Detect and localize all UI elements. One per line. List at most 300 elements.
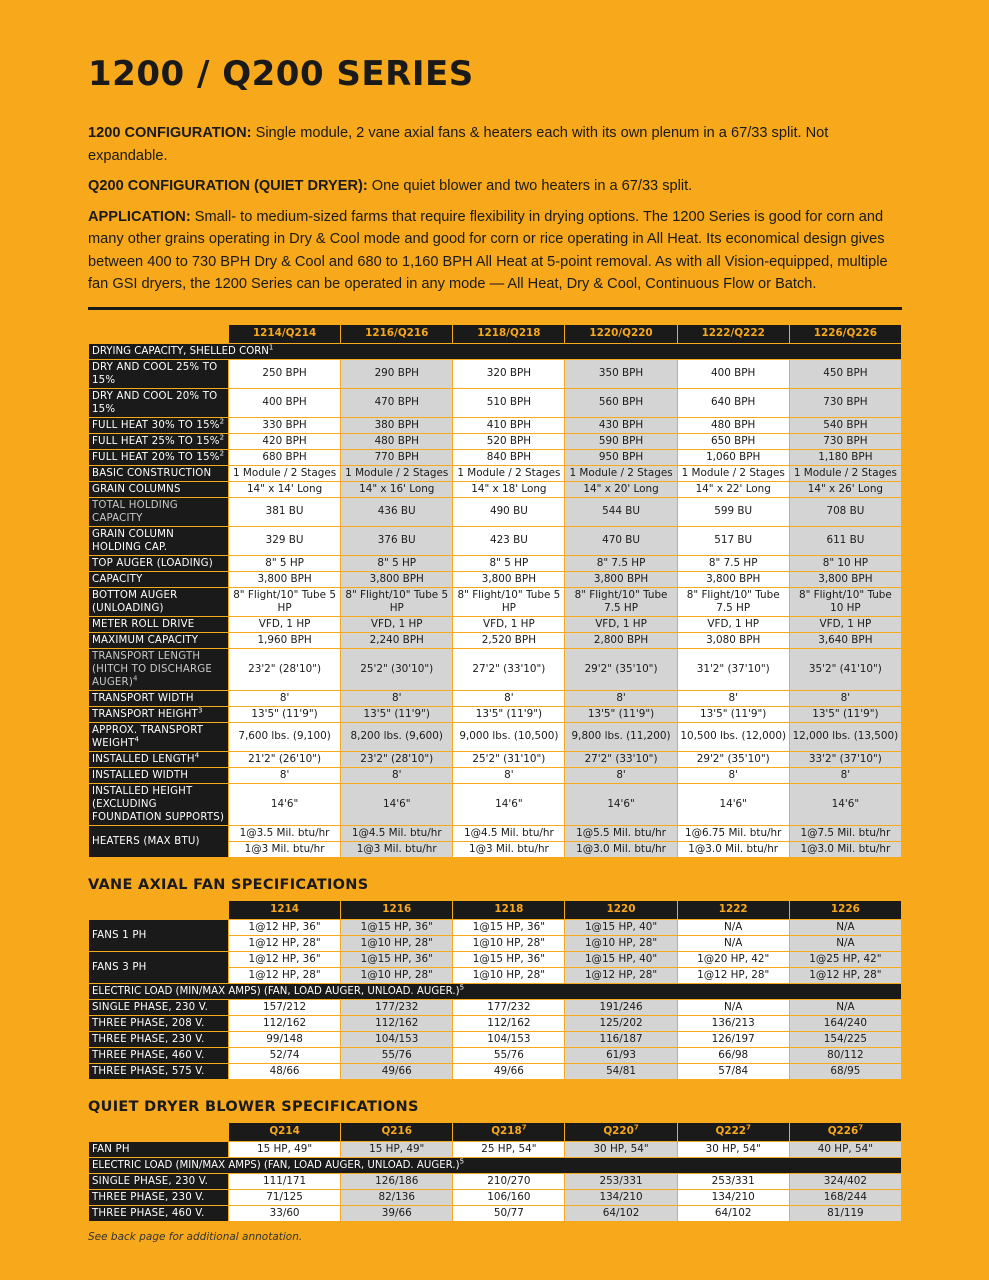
table-row [89,526,902,555]
table-cell: 520 BPH [453,433,565,449]
column-header: 1214 [229,900,341,919]
table-cell: 14'6" [341,783,453,825]
row-label: FULL HEAT 25% TO 15%$^2$ [89,433,229,449]
table-cell: 134/210 [677,1189,789,1205]
table-cell: 410 BPH [453,417,565,433]
table-cell: 420 BPH [229,433,341,449]
table-cell: 376 BU [341,526,453,555]
table-cell: 9,800 lbs. (11,200) [565,722,677,751]
table-cell: 510 BPH [453,388,565,417]
table-cell: 423 BU [453,526,565,555]
table-cell: 55/76 [341,1047,453,1063]
application-paragraph [88,206,902,296]
table-cell: 1@12 HP, 28" [677,967,789,983]
row-label: TOTAL HOLDING CAPACITY [89,497,229,526]
table-row [89,449,902,465]
table-cell: 126/186 [341,1173,453,1189]
table-cell: 730 BPH [789,433,901,449]
table-cell: 3,800 BPH [677,571,789,587]
footnote-marker: 4 [194,751,200,760]
table-cell: 104/153 [453,1031,565,1047]
table-cell: 350 BPH [565,359,677,388]
table-cell: 61/93 [565,1047,677,1063]
table-row [89,690,902,706]
table-row [89,722,902,751]
main-spec-table [88,324,902,858]
quiet-table-header [89,1122,902,1141]
table-cell: N/A [789,935,901,951]
footnote-marker: 7 [746,1123,751,1132]
table-cell: 8" 10 HP [789,555,901,571]
column-header: 1226 [789,900,901,919]
table-cell: 49/66 [341,1063,453,1079]
config-q200-paragraph [88,175,902,198]
table-row [89,1063,902,1079]
page-title: 1200 / Q200 SERIES [88,54,474,94]
table-cell: 8' [677,767,789,783]
table-cell: 708 BU [789,497,901,526]
table-cell: 1 Module / 2 Stages [789,465,901,481]
table-cell: 400 BPH [677,359,789,388]
row-label: HEATERS (MAX BTU) [89,825,229,857]
table-cell: N/A [677,919,789,935]
table-cell: 1@12 HP, 28" [565,967,677,983]
table-row [89,555,902,571]
section-row [89,343,902,359]
table-row [89,919,902,935]
table-row [89,1205,902,1221]
table-cell: 1,180 BPH [789,449,901,465]
column-header: 1222 [677,900,789,919]
table-cell: 164/240 [789,1015,901,1031]
table-cell: 8' [229,690,341,706]
table-cell: 191/246 [565,999,677,1015]
row-label: INSTALLED HEIGHT (EXCLUDING FOUNDATION SUPPORTS) [89,783,229,825]
table-cell: 436 BU [341,497,453,526]
table-cell: 1@10 HP, 28" [453,935,565,951]
table-cell: 470 BPH [341,388,453,417]
table-row [89,433,902,449]
config-1200-label: 1200 CONFIGURATION: [88,125,252,141]
row-label: BOTTOM AUGER (UNLOADING) [89,587,229,616]
table-cell: 8' [229,767,341,783]
table-cell: 112/162 [341,1015,453,1031]
table-cell: 13'5" (11'9") [229,706,341,722]
table-cell: 1@10 HP, 28" [341,967,453,983]
table-row [89,497,902,526]
row-label: MAXIMUM CAPACITY [89,632,229,648]
table-row [89,825,902,841]
column-header: $Q218^7$ [453,1122,565,1141]
table-cell: 8' [453,767,565,783]
row-label: INSTALLED WIDTH [89,767,229,783]
quiet-spec-table [88,1122,902,1222]
footnote-marker: 5 [459,1157,465,1166]
fan-table-header [89,900,902,919]
table-cell: 480 BPH [341,433,453,449]
table-cell: 14" x 20' Long [565,481,677,497]
table-cell: 23'2" (28'10") [229,648,341,690]
table-cell: 8" 7.5 HP [565,555,677,571]
table-cell: 8' [789,767,901,783]
table-cell: 430 BPH [565,417,677,433]
table-cell: 126/197 [677,1031,789,1047]
table-cell: 15 HP, 49" [229,1141,341,1157]
table-cell: 730 BPH [789,388,901,417]
row-label: THREE PHASE, 208 V. [89,1015,229,1031]
table-cell: N/A [677,999,789,1015]
table-row [89,706,902,722]
table-cell: 14" x 14' Long [229,481,341,497]
table-cell: 3,640 BPH [789,632,901,648]
table-cell: 1@10 HP, 28" [453,967,565,983]
table-cell: 157/212 [229,999,341,1015]
table-cell: 7,600 lbs. (9,100) [229,722,341,751]
table-cell: VFD, 1 HP [229,616,341,632]
table-cell: 30 HP, 54" [565,1141,677,1157]
table-cell: 21'2" (26'10") [229,751,341,767]
table-cell: 1@3.0 Mil. btu/hr [565,841,677,857]
row-label: GRAIN COLUMN HOLDING CAP. [89,526,229,555]
table-cell: 68/95 [789,1063,901,1079]
table-cell: 560 BPH [565,388,677,417]
table-cell: 8' [677,690,789,706]
divider [88,307,902,310]
row-label: TOP AUGER (LOADING) [89,555,229,571]
table-cell: 1 Module / 2 Stages [341,465,453,481]
table-row [89,359,902,388]
column-header: 1218 [453,900,565,919]
table-cell: 540 BPH [789,417,901,433]
table-cell: 52/74 [229,1047,341,1063]
table-cell: 320 BPH [453,359,565,388]
table-cell: 290 BPH [341,359,453,388]
table-cell: 2,240 BPH [341,632,453,648]
table-cell: 112/162 [453,1015,565,1031]
table-cell: VFD, 1 HP [677,616,789,632]
row-label: THREE PHASE, 460 V. [89,1205,229,1221]
table-cell: 14" x 16' Long [341,481,453,497]
row-label: FULL HEAT 20% TO 15%$^2$ [89,449,229,465]
table-cell: 14" x 22' Long [677,481,789,497]
table-cell: 1@4.5 Mil. btu/hr [341,825,453,841]
row-label: METER ROLL DRIVE [89,616,229,632]
table-cell: 104/153 [341,1031,453,1047]
intro-text [88,122,902,296]
footnote-marker: 2 [219,433,225,442]
table-row [89,1047,902,1063]
row-label: APPROX. TRANSPORT WEIGHT$^4$ [89,722,229,751]
column-header: 1226/Q226 [789,324,901,343]
column-header: 1216/Q216 [341,324,453,343]
table-cell: 3,800 BPH [453,571,565,587]
table-row [89,616,902,632]
table-cell: 168/244 [789,1189,901,1205]
table-row [89,465,902,481]
footnote-marker: 7 [633,1123,639,1132]
table-cell: 8' [789,690,901,706]
table-cell: 1@12 HP, 36" [229,951,341,967]
table-cell: 81/119 [789,1205,901,1221]
table-cell: 13'5" (11'9") [453,706,565,722]
table-cell: 1@15 HP, 36" [341,919,453,935]
table-cell: 71/125 [229,1189,341,1205]
table-cell: 40 HP, 54" [789,1141,901,1157]
config-1200-text: Single module, 2 vane axial fans & heaters each with its own plenum in a 67/33 split. Not expandable. [88,125,829,164]
footnote-marker: 2 [219,449,225,458]
footnote-marker: 3 [197,706,203,715]
row-label: DRY AND COOL 25% TO 15% [89,359,229,388]
column-header: $Q222^7$ [677,1122,789,1141]
table-cell: 12,000 lbs. (13,500) [789,722,901,751]
table-cell: 8" Flight/10" Tube 5 HP [229,587,341,616]
table-row [89,481,902,497]
table-cell: 64/102 [677,1205,789,1221]
table-cell: 31'2" (37'10") [677,648,789,690]
table-row [89,417,902,433]
table-cell: 23'2" (28'10") [341,751,453,767]
table-cell: 1@12 HP, 28" [789,967,901,983]
table-cell: 8' [341,767,453,783]
table-cell: 55/76 [453,1047,565,1063]
table-cell: 8" Flight/10" Tube 7.5 HP [565,587,677,616]
table-cell: 680 BPH [229,449,341,465]
row-label: FAN PH [89,1141,229,1157]
table-cell: 1@3.0 Mil. btu/hr [789,841,901,857]
table-cell: 8,200 lbs. (9,600) [341,722,453,751]
table-cell: 1@20 HP, 42" [677,951,789,967]
table-cell: 1@10 HP, 28" [341,935,453,951]
row-label: TRANSPORT HEIGHT$^3$ [89,706,229,722]
row-label: FANS 1 PH [89,919,229,951]
table-row [89,1173,902,1189]
table-cell: 99/148 [229,1031,341,1047]
table-cell: 14'6" [677,783,789,825]
table-cell: 1@15 HP, 36" [453,951,565,967]
table-row [89,783,902,825]
table-cell: 1@15 HP, 36" [453,919,565,935]
table-cell: 1@3 Mil. btu/hr [453,841,565,857]
table-cell: 14'6" [453,783,565,825]
fan-spec-title: VANE AXIAL FAN SPECIFICATIONS [88,876,369,893]
table-cell: 13'5" (11'9") [677,706,789,722]
table-cell: 8" Flight/10" Tube 5 HP [341,587,453,616]
table-cell: 48/66 [229,1063,341,1079]
table-cell: 25 HP, 54" [453,1141,565,1157]
row-label: FULL HEAT 30% TO 15%$^2$ [89,417,229,433]
table-cell: 3,080 BPH [677,632,789,648]
config-q200-text: One quiet blower and two heaters in a 67/33 split. [367,178,693,194]
table-cell: 1@6.75 Mil. btu/hr [677,825,789,841]
table-cell: 25'2" (31'10") [453,751,565,767]
table-cell: 1@15 HP, 40" [565,919,677,935]
row-label: THREE PHASE, 230 V. [89,1189,229,1205]
table-cell: 950 BPH [565,449,677,465]
table-cell: 1@7.5 Mil. btu/hr [789,825,901,841]
table-row [89,999,902,1015]
table-cell: 8' [565,767,677,783]
table-cell: 8" 7.5 HP [677,555,789,571]
row-label: TRANSPORT WIDTH [89,690,229,706]
table-cell: 27'2" (33'10") [453,648,565,690]
column-header: 1220/Q220 [565,324,677,343]
table-cell: 330 BPH [229,417,341,433]
table-cell: 1@3.5 Mil. btu/hr [229,825,341,841]
table-cell: 14" x 26' Long [789,481,901,497]
table-cell: 640 BPH [677,388,789,417]
table-cell: 14'6" [229,783,341,825]
column-header: 1218/Q218 [453,324,565,343]
table-cell: 29'2" (35'10") [677,751,789,767]
config-q200-label: Q200 CONFIGURATION (QUIET DRYER): [88,178,368,194]
table-cell: 3,800 BPH [229,571,341,587]
table-cell: 590 BPH [565,433,677,449]
table-cell: 15 HP, 49" [341,1141,453,1157]
table-row [89,767,902,783]
table-cell: 154/225 [789,1031,901,1047]
section-label: ELECTRIC LOAD (MIN/MAX AMPS) (FAN, LOAD AUGER, UNLOAD. AUGER.)$^5$ [89,983,902,999]
table-cell: 111/171 [229,1173,341,1189]
table-cell: 8' [565,690,677,706]
table-cell: 50/77 [453,1205,565,1221]
main-table-header [89,324,902,343]
table-cell: 253/331 [565,1173,677,1189]
table-cell: 1@15 HP, 40" [565,951,677,967]
table-cell: 1,960 BPH [229,632,341,648]
application-text: Small- to medium-sized farms that require flexibility in drying options. The 1200 Series is good for corn and many other grains operating in Dry & Cool mode and good for corn or rice operating in All Heat. Its economical design gives between 400 to 730 BPH Dry & Cool and 680 to 1,160 BPH All Heat at 5-point removal. As with all Vision-equipped, multiple fan GSI dryers, the 1200 Series can be operated in any mode — All Heat, Dry & Cool, Continuous Flow or Batch. [88,208,888,292]
table-cell: 8" Flight/10" Tube 7.5 HP [677,587,789,616]
row-label: SINGLE PHASE, 230 V. [89,999,229,1015]
table-cell: 1@12 HP, 36" [229,919,341,935]
table-cell: 329 BU [229,526,341,555]
table-cell: 1@12 HP, 28" [229,967,341,983]
table-cell: 2,520 BPH [453,632,565,648]
table-cell: 1,060 BPH [677,449,789,465]
row-label: THREE PHASE, 230 V. [89,1031,229,1047]
table-cell: 840 BPH [453,449,565,465]
table-cell: 1@3 Mil. btu/hr [341,841,453,857]
table-cell: 177/232 [341,999,453,1015]
column-header: Q216 [341,1122,453,1141]
footnote: See back page for additional annotation. [88,1230,303,1243]
table-cell: 1@10 HP, 28" [565,935,677,951]
column-header: 1222/Q222 [677,324,789,343]
table-cell: 1@3.0 Mil. btu/hr [677,841,789,857]
table-cell: 2,800 BPH [565,632,677,648]
table-cell: 480 BPH [677,417,789,433]
table-cell: 250 BPH [229,359,341,388]
table-cell: 611 BU [789,526,901,555]
table-row [89,951,902,967]
table-cell: 1@12 HP, 28" [229,935,341,951]
footnote-marker: 7 [521,1123,527,1132]
spec-sheet [88,52,902,1243]
table-cell: 80/112 [789,1047,901,1063]
table-cell: 8" 5 HP [229,555,341,571]
table-row [89,1141,902,1157]
table-cell: 64/102 [565,1205,677,1221]
table-cell: 470 BU [565,526,677,555]
column-header: Q214 [229,1122,341,1141]
quiet-spec-title: QUIET DRYER BLOWER SPECIFICATIONS [88,1098,419,1115]
table-cell: 30 HP, 54" [677,1141,789,1157]
fan-spec-table [88,900,902,1080]
table-cell: 14'6" [565,783,677,825]
table-cell: 39/66 [341,1205,453,1221]
table-cell: 517 BU [677,526,789,555]
column-header: 1214/Q214 [229,324,341,343]
row-label: THREE PHASE, 575 V. [89,1063,229,1079]
footnote-marker: 4 [133,674,138,683]
table-cell: 29'2" (35'10") [565,648,677,690]
footnote-marker: 7 [858,1123,864,1132]
section-row [89,1157,902,1173]
row-label: INSTALLED LENGTH$^4$ [89,751,229,767]
table-cell: 49/66 [453,1063,565,1079]
table-row [89,1189,902,1205]
row-label: FANS 3 PH [89,951,229,983]
table-cell: 3,800 BPH [789,571,901,587]
table-cell: 116/187 [565,1031,677,1047]
config-1200-paragraph [88,122,902,167]
table-cell: 14'6" [789,783,901,825]
table-cell: N/A [789,919,901,935]
table-cell: 8" Flight/10" Tube 5 HP [453,587,565,616]
table-cell: VFD, 1 HP [341,616,453,632]
table-cell: 650 BPH [677,433,789,449]
application-label: APPLICATION: [88,208,191,225]
table-cell: 27'2" (33'10") [565,751,677,767]
table-cell: 1 Module / 2 Stages [453,465,565,481]
table-cell: 3,800 BPH [565,571,677,587]
table-cell: 112/162 [229,1015,341,1031]
row-label: DRY AND COOL 20% TO 15% [89,388,229,417]
table-row [89,1015,902,1031]
table-cell: 13'5" (11'9") [565,706,677,722]
table-cell: N/A [677,935,789,951]
table-cell: 8' [341,690,453,706]
table-row [89,648,902,690]
table-cell: 8" Flight/10" Tube 10 HP [789,587,901,616]
table-cell: 82/136 [341,1189,453,1205]
table-cell: 599 BU [677,497,789,526]
table-cell: 324/402 [789,1173,901,1189]
table-row [89,571,902,587]
table-cell: N/A [789,999,901,1015]
table-cell: 9,000 lbs. (10,500) [453,722,565,751]
row-label: GRAIN COLUMNS [89,481,229,497]
table-cell: 13'5" (11'9") [341,706,453,722]
table-cell: 1@3 Mil. btu/hr [229,841,341,857]
table-cell: 57/84 [677,1063,789,1079]
table-cell: VFD, 1 HP [453,616,565,632]
column-header: $Q220^7$ [565,1122,677,1141]
table-cell: 1@4.5 Mil. btu/hr [453,825,565,841]
table-cell: VFD, 1 HP [565,616,677,632]
row-label: CAPACITY [89,571,229,587]
table-cell: 33'2" (37'10") [789,751,901,767]
row-label: SINGLE PHASE, 230 V. [89,1173,229,1189]
table-row [89,751,902,767]
footnote-marker: 1 [268,343,274,352]
table-row [89,388,902,417]
table-cell: 8' [453,690,565,706]
table-cell: 8" 5 HP [341,555,453,571]
table-cell: 35'2" (41'10") [789,648,901,690]
table-cell: 13'5" (11'9") [789,706,901,722]
table-cell: 25'2" (30'10") [341,648,453,690]
section-row [89,983,902,999]
